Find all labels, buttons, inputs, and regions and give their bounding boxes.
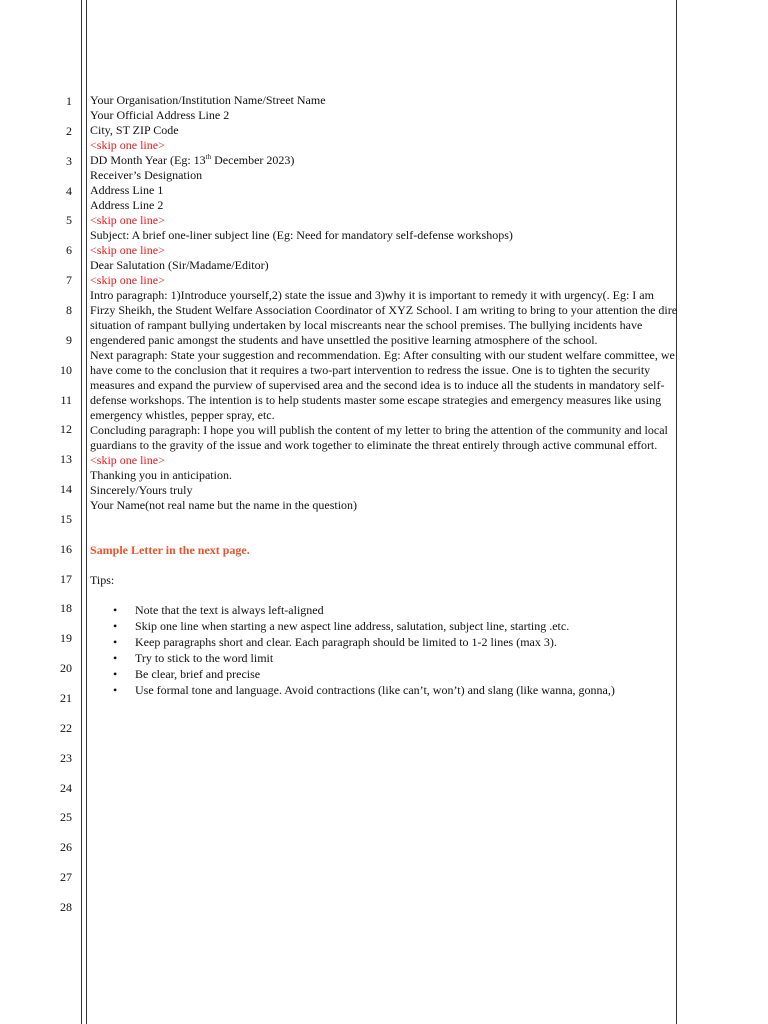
tip-item: • Skip one line when starting a new aspect line address, salutation, subject line, starting .etc. bbox=[135, 618, 690, 634]
tip-item: • Note that the text is always left-aligned bbox=[135, 602, 690, 618]
line-number-gutter bbox=[0, 0, 74, 1024]
skip-line-marker: <skip one line> bbox=[90, 243, 165, 257]
line-number: 19 bbox=[60, 631, 72, 646]
line-number: 23 bbox=[60, 750, 72, 765]
line-number: 21 bbox=[60, 691, 72, 705]
line-number: 5 bbox=[66, 213, 72, 228]
skip-line-marker: <skip one line> bbox=[90, 213, 165, 227]
line-number: 24 bbox=[60, 780, 72, 795]
tips-list bbox=[90, 602, 690, 698]
tip-item: • Use formal tone and language. Avoid contractions (like can’t, won’t) and slang (like wanna, gonna,) bbox=[135, 682, 690, 698]
line-number: 1 bbox=[66, 94, 72, 108]
skip-line-marker: <skip one line> bbox=[90, 453, 165, 467]
line-number: 8 bbox=[66, 302, 72, 317]
line-number: 2 bbox=[66, 123, 72, 138]
receiver-designation: Receiver’s Designation bbox=[90, 168, 203, 182]
subject-line: Subject: A brief one-liner subject line (Eg: Need for mandatory self-defense workshops) bbox=[90, 228, 513, 242]
line-number: 6 bbox=[66, 243, 72, 258]
line-number: 12 bbox=[60, 422, 72, 437]
closing-name: Your Name(not real name but the name in the question) bbox=[90, 498, 358, 512]
line-number: 15 bbox=[60, 511, 72, 526]
line-number: 17 bbox=[60, 571, 72, 586]
tips-heading: Tips: bbox=[90, 573, 115, 587]
receiver-address-line-1: Address Line 1 bbox=[90, 183, 164, 197]
skip-line-marker: <skip one line> bbox=[90, 138, 165, 152]
tip-item: • Be clear, brief and precise bbox=[135, 666, 690, 682]
line-number: 26 bbox=[60, 840, 72, 855]
salutation-line: Dear Salutation (Sir/Madame/Editor) bbox=[90, 258, 269, 272]
closing-sign-off: Sincerely/Yours truly bbox=[90, 483, 193, 497]
line-number: 27 bbox=[60, 870, 72, 885]
concluding-paragraph: Concluding paragraph: I hope you will publish the content of my letter to bring the attention of the community and local guardians to the gravity of the issue and work together to eliminate the threat entirely through active communal effort. bbox=[90, 423, 668, 452]
tip-item: • Keep paragraphs short and clear. Each paragraph should be limited to 1-2 lines (max 3). bbox=[135, 634, 690, 650]
sample-letter-note: Sample Letter in the next page. bbox=[90, 543, 250, 557]
intro-paragraph: Intro paragraph: 1)Introduce yourself,2) state the issue and 3)why it is important to remedy it with urgency(. Eg: I am Firzy Sheikh, the Student Welfare Association Coordinator of XYZ School. I am writing to bring to your attention the dire situation of rampant bullying undertaken by local miscreants near the school premises. The bullying incidents have engendered panic amongst the students and have unsettled the positive learning atmosphere of the school. bbox=[90, 288, 678, 347]
closing-line: Thanking you in anticipation. bbox=[90, 468, 232, 482]
tip-item: • Try to stick to the word limit bbox=[135, 650, 690, 666]
line-number: 16 bbox=[60, 541, 72, 556]
sender-org-line: Your Organisation/Institution Name/Street Name bbox=[90, 93, 326, 107]
line-number: 4 bbox=[66, 183, 72, 198]
sender-address-line: Your Official Address Line 2 bbox=[90, 108, 230, 122]
line-number: 3 bbox=[66, 153, 72, 168]
skip-line-marker: <skip one line> bbox=[90, 273, 165, 287]
document-body bbox=[90, 93, 690, 698]
margin-rule-left-outer bbox=[81, 0, 82, 1024]
sender-city-line: City, ST ZIP Code bbox=[90, 123, 179, 137]
receiver-address-line-2: Address Line 2 bbox=[90, 198, 164, 212]
line-number: 13 bbox=[60, 452, 72, 467]
line-number: 7 bbox=[66, 273, 72, 288]
line-number: 14 bbox=[60, 482, 72, 497]
line-number: 20 bbox=[60, 661, 72, 676]
line-number: 28 bbox=[60, 899, 72, 914]
line-number: 10 bbox=[60, 362, 72, 377]
line-number: 11 bbox=[60, 392, 72, 407]
line-number: 9 bbox=[66, 332, 72, 347]
line-number: 22 bbox=[60, 720, 72, 735]
line-number: 25 bbox=[60, 810, 72, 825]
line-number: 18 bbox=[60, 601, 72, 616]
margin-rule-left-inner bbox=[86, 0, 87, 1024]
date-line: DD Month Year (Eg: 13th December 2023) bbox=[90, 153, 295, 167]
next-paragraph: Next paragraph: State your suggestion and recommendation. Eg: After consulting with our student welfare committee, we have come to the conclusion that it requires a two-part intervention to redress the issue. One is to tighten the security measures and expand the purview of supervised area and the second idea is to induce all the students in mandatory self-defense workshops. The intention is to help students master some escape strategies and emergency measures like using emergency whistles, pepper spray, etc. bbox=[90, 348, 675, 422]
